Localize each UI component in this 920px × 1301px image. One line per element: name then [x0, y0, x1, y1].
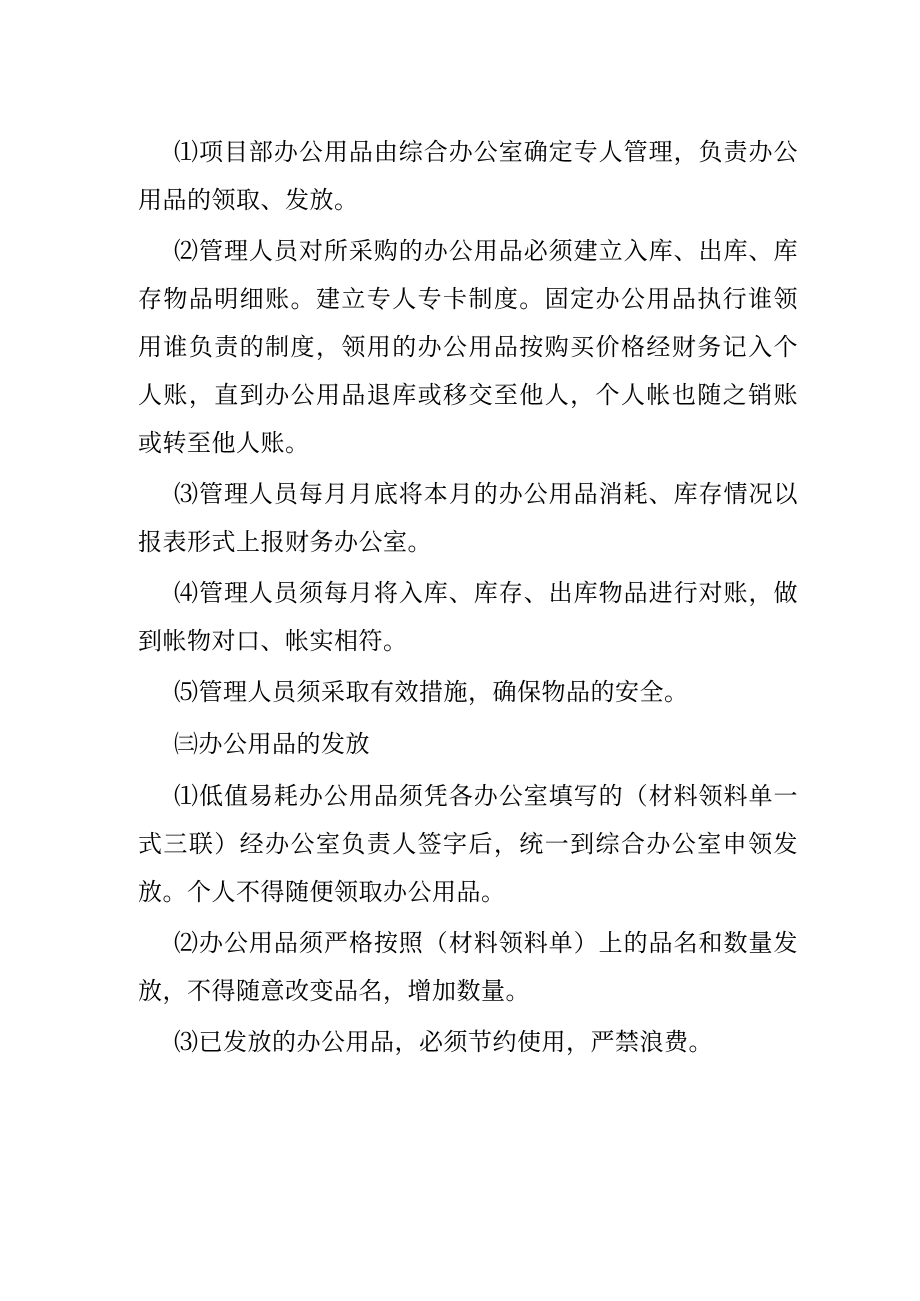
paragraph-item-6: ⑴低值易耗办公用品须凭各办公室填写的（材料领料单一式三联）经办公室负责人签字后，统一到综合办公室申领发放。个人不得随便领取办公用品。: [138, 782, 798, 906]
paragraph-item-8: ⑶已发放的办公用品，必须节约使用，严禁浪费。: [174, 1028, 713, 1056]
paragraph-item-7: ⑵办公用品须严格按照（材料领料单）上的品名和数量发放，不得随意改变品名，增加数量。: [138, 929, 798, 1005]
paragraph-item-3: ⑶管理人员每月月底将本月的办公用品消耗、库存情况以报表形式上报财务办公室。: [138, 480, 798, 556]
paragraph-item-2: ⑵管理人员对所采购的办公用品必须建立入库、出库、库存物品明细账。建立专人专卡制度。固定办公用品执行谁领用谁负责的制度，领用的办公用品按购买价格经财务记入个人账，直到办公用品退库或移交至他人，个人帐也随之销账或转至他人账。: [138, 237, 798, 457]
document-body: [138, 128, 798, 1070]
paragraph-item-1: ⑴项目部办公用品由综合办公室确定专人管理，负责办公用品的领取、发放。: [138, 138, 798, 214]
paragraph-item-5: ⑸管理人员须采取有效措施，确保物品的安全。: [174, 678, 689, 706]
paragraph-item-4: ⑷管理人员须每月将入库、库存、出库物品进行对账，做到帐物对口、帐实相符。: [138, 579, 798, 655]
section-heading: ㈢办公用品的发放: [174, 730, 370, 758]
